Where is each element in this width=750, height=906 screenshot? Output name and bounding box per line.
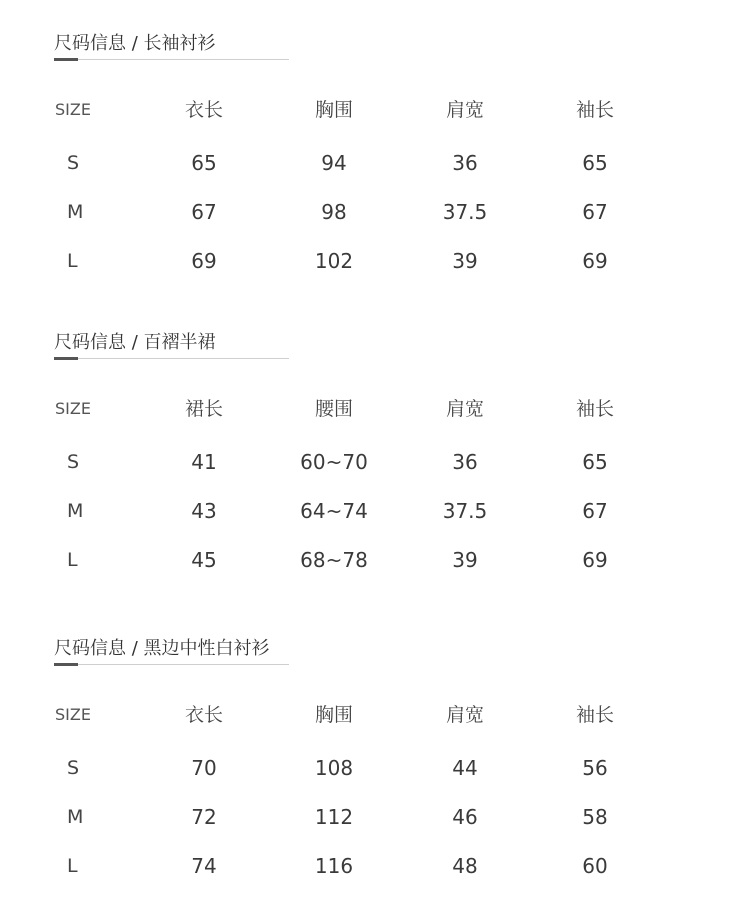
table-cell: 65 <box>191 151 217 175</box>
table-cell: 41 <box>191 450 217 474</box>
table-cell: 108 <box>314 756 354 780</box>
table-cell: 69 <box>582 548 608 572</box>
column-header: 袖长 <box>575 99 614 121</box>
table-cell: 68~78 <box>300 548 368 572</box>
table-cell: 36 <box>452 151 478 175</box>
section-title: 尺码信息 / 百褶半裙 <box>54 332 216 353</box>
table-cell: 37.5 <box>442 499 488 523</box>
table-cell: 69 <box>191 249 217 273</box>
table-cell: 60~70 <box>300 450 368 474</box>
table-cell: 98 <box>321 200 347 224</box>
size-column-header: SIZE <box>55 399 91 418</box>
table-cell: 48 <box>452 854 478 878</box>
title-underline-accent <box>54 357 78 360</box>
table-cell: 58 <box>582 805 608 829</box>
column-header: 腰围 <box>314 398 353 420</box>
table-cell: 67 <box>582 200 608 224</box>
section-title: 尺码信息 / 黑边中性白衬衫 <box>54 638 270 659</box>
table-cell: 112 <box>314 805 354 829</box>
table-cell: 67 <box>582 499 608 523</box>
table-cell: 72 <box>191 805 217 829</box>
table-cell: 64~74 <box>300 499 368 523</box>
table-cell: 65 <box>582 151 608 175</box>
size-label: M <box>67 201 84 223</box>
column-header: 肩宽 <box>445 704 484 726</box>
column-header: 肩宽 <box>445 99 484 121</box>
size-column-header: SIZE <box>55 100 91 119</box>
table-cell: 70 <box>191 756 217 780</box>
table-cell: 37.5 <box>442 200 488 224</box>
table-cell: 102 <box>314 249 354 273</box>
size-label: S <box>67 451 80 473</box>
column-header: 袖长 <box>575 398 614 420</box>
table-cell: 74 <box>191 854 217 878</box>
column-header: 袖长 <box>575 704 614 726</box>
table-cell: 60 <box>582 854 608 878</box>
title-underline <box>54 664 289 665</box>
size-label: S <box>67 152 80 174</box>
title-underline-accent <box>54 58 78 61</box>
table-cell: 56 <box>582 756 608 780</box>
table-cell: 36 <box>452 450 478 474</box>
table-cell: 39 <box>452 548 478 572</box>
column-header: 肩宽 <box>445 398 484 420</box>
table-cell: 39 <box>452 249 478 273</box>
size-label: M <box>67 806 84 828</box>
size-label: S <box>67 757 80 779</box>
size-label: M <box>67 500 84 522</box>
table-cell: 94 <box>321 151 347 175</box>
size-label: L <box>67 250 78 272</box>
column-header: 衣长 <box>184 99 223 121</box>
column-header: 裙长 <box>184 398 223 420</box>
table-cell: 46 <box>452 805 478 829</box>
size-column-header: SIZE <box>55 705 91 724</box>
size-label: L <box>67 549 78 571</box>
title-underline <box>54 59 289 60</box>
column-header: 胸围 <box>314 704 353 726</box>
size-label: L <box>67 855 78 877</box>
table-cell: 69 <box>582 249 608 273</box>
table-cell: 67 <box>191 200 217 224</box>
table-cell: 116 <box>314 854 354 878</box>
table-cell: 44 <box>452 756 478 780</box>
table-cell: 45 <box>191 548 217 572</box>
title-underline <box>54 358 289 359</box>
table-cell: 65 <box>582 450 608 474</box>
column-header: 胸围 <box>314 99 353 121</box>
title-underline-accent <box>54 663 78 666</box>
section-title: 尺码信息 / 长袖衬衫 <box>54 33 216 54</box>
table-cell: 43 <box>191 499 217 523</box>
column-header: 衣长 <box>184 704 223 726</box>
